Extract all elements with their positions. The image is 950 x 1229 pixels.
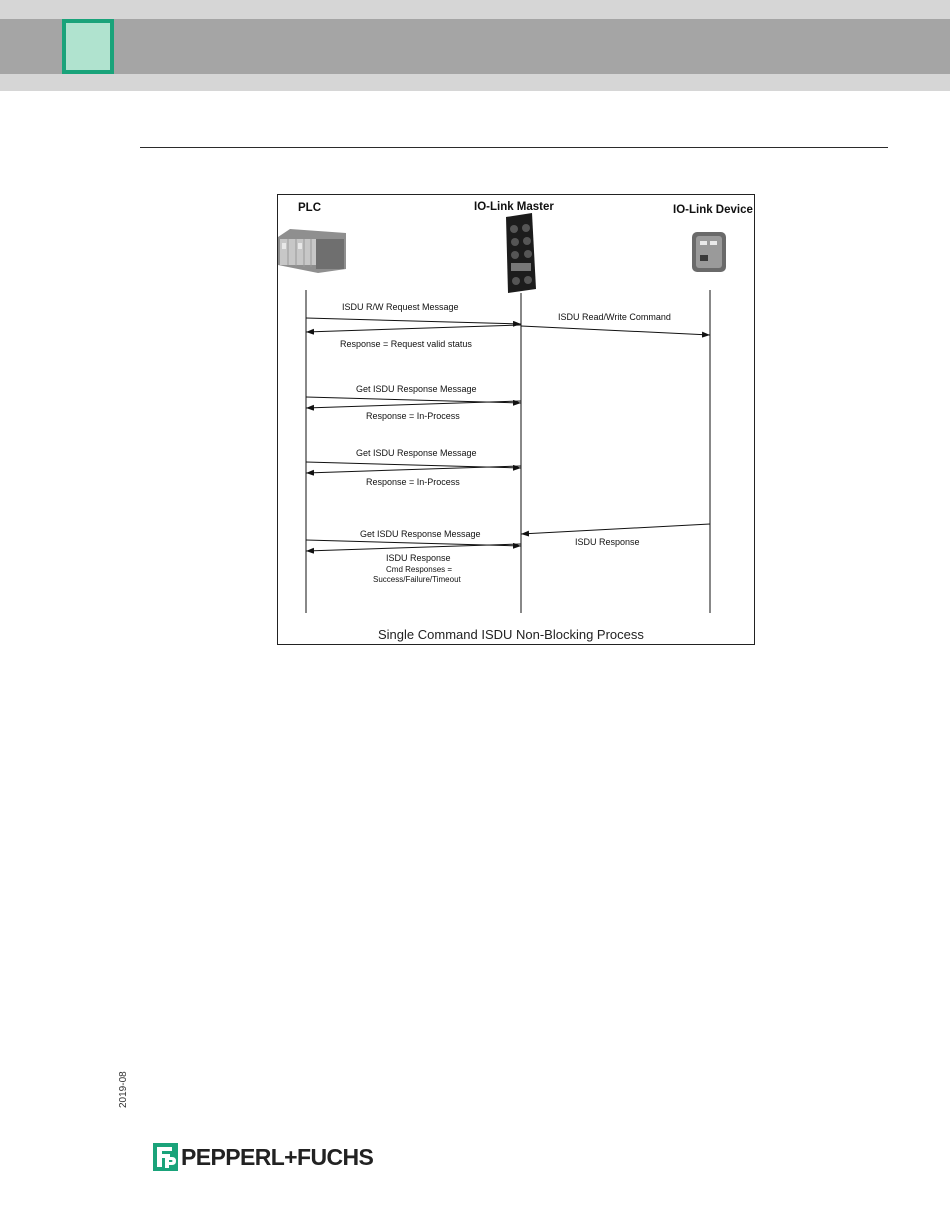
figure-caption: Single Command ISDU Non-Blocking Process [378,627,644,642]
sequence-diagram-figure [277,194,755,645]
message-label: ISDU Response [575,537,640,547]
section-divider [140,147,888,148]
sequence-diagram [278,195,754,644]
message-arrow [306,466,521,473]
message-label: Get ISDU Response Message [360,529,481,539]
message-label: ISDU Response [386,553,451,563]
header-band [0,19,950,74]
message-arrow [521,326,710,335]
message-arrow [306,318,521,324]
participant-device-label: IO-Link Device [673,204,753,216]
message-arrow [306,544,521,551]
message-arrow [306,401,521,408]
io-link-master-icon [506,213,536,293]
message-label: Response = Request valid status [340,339,472,349]
participant-master-label: IO-Link Master [474,201,554,213]
message-label: Get ISDU Response Message [356,448,477,458]
plc-rack-icon [278,229,346,273]
revision-date: 2019-08 [118,1071,129,1108]
header-band-bottom [0,74,950,91]
participant-plc-label: PLC [298,202,321,214]
message-label: ISDU R/W Request Message [342,302,459,312]
message-arrow [521,524,710,534]
brand-logo [153,1143,373,1171]
header-band-top [0,0,950,19]
io-link-device-icon [692,232,726,272]
message-arrow [306,325,521,332]
message-label: Get ISDU Response Message [356,384,477,394]
brand-name: PEPPERL+FUCHS [181,1144,374,1170]
message-label: ISDU Read/Write Command [558,312,671,322]
message-label: Cmd Responses = [386,565,453,574]
chapter-marker [62,19,114,74]
message-label: Response = In-Process [366,411,460,421]
message-label: Response = In-Process [366,477,460,487]
brand-mark-icon [153,1143,178,1171]
message-label: Success/Failure/Timeout [373,575,461,584]
